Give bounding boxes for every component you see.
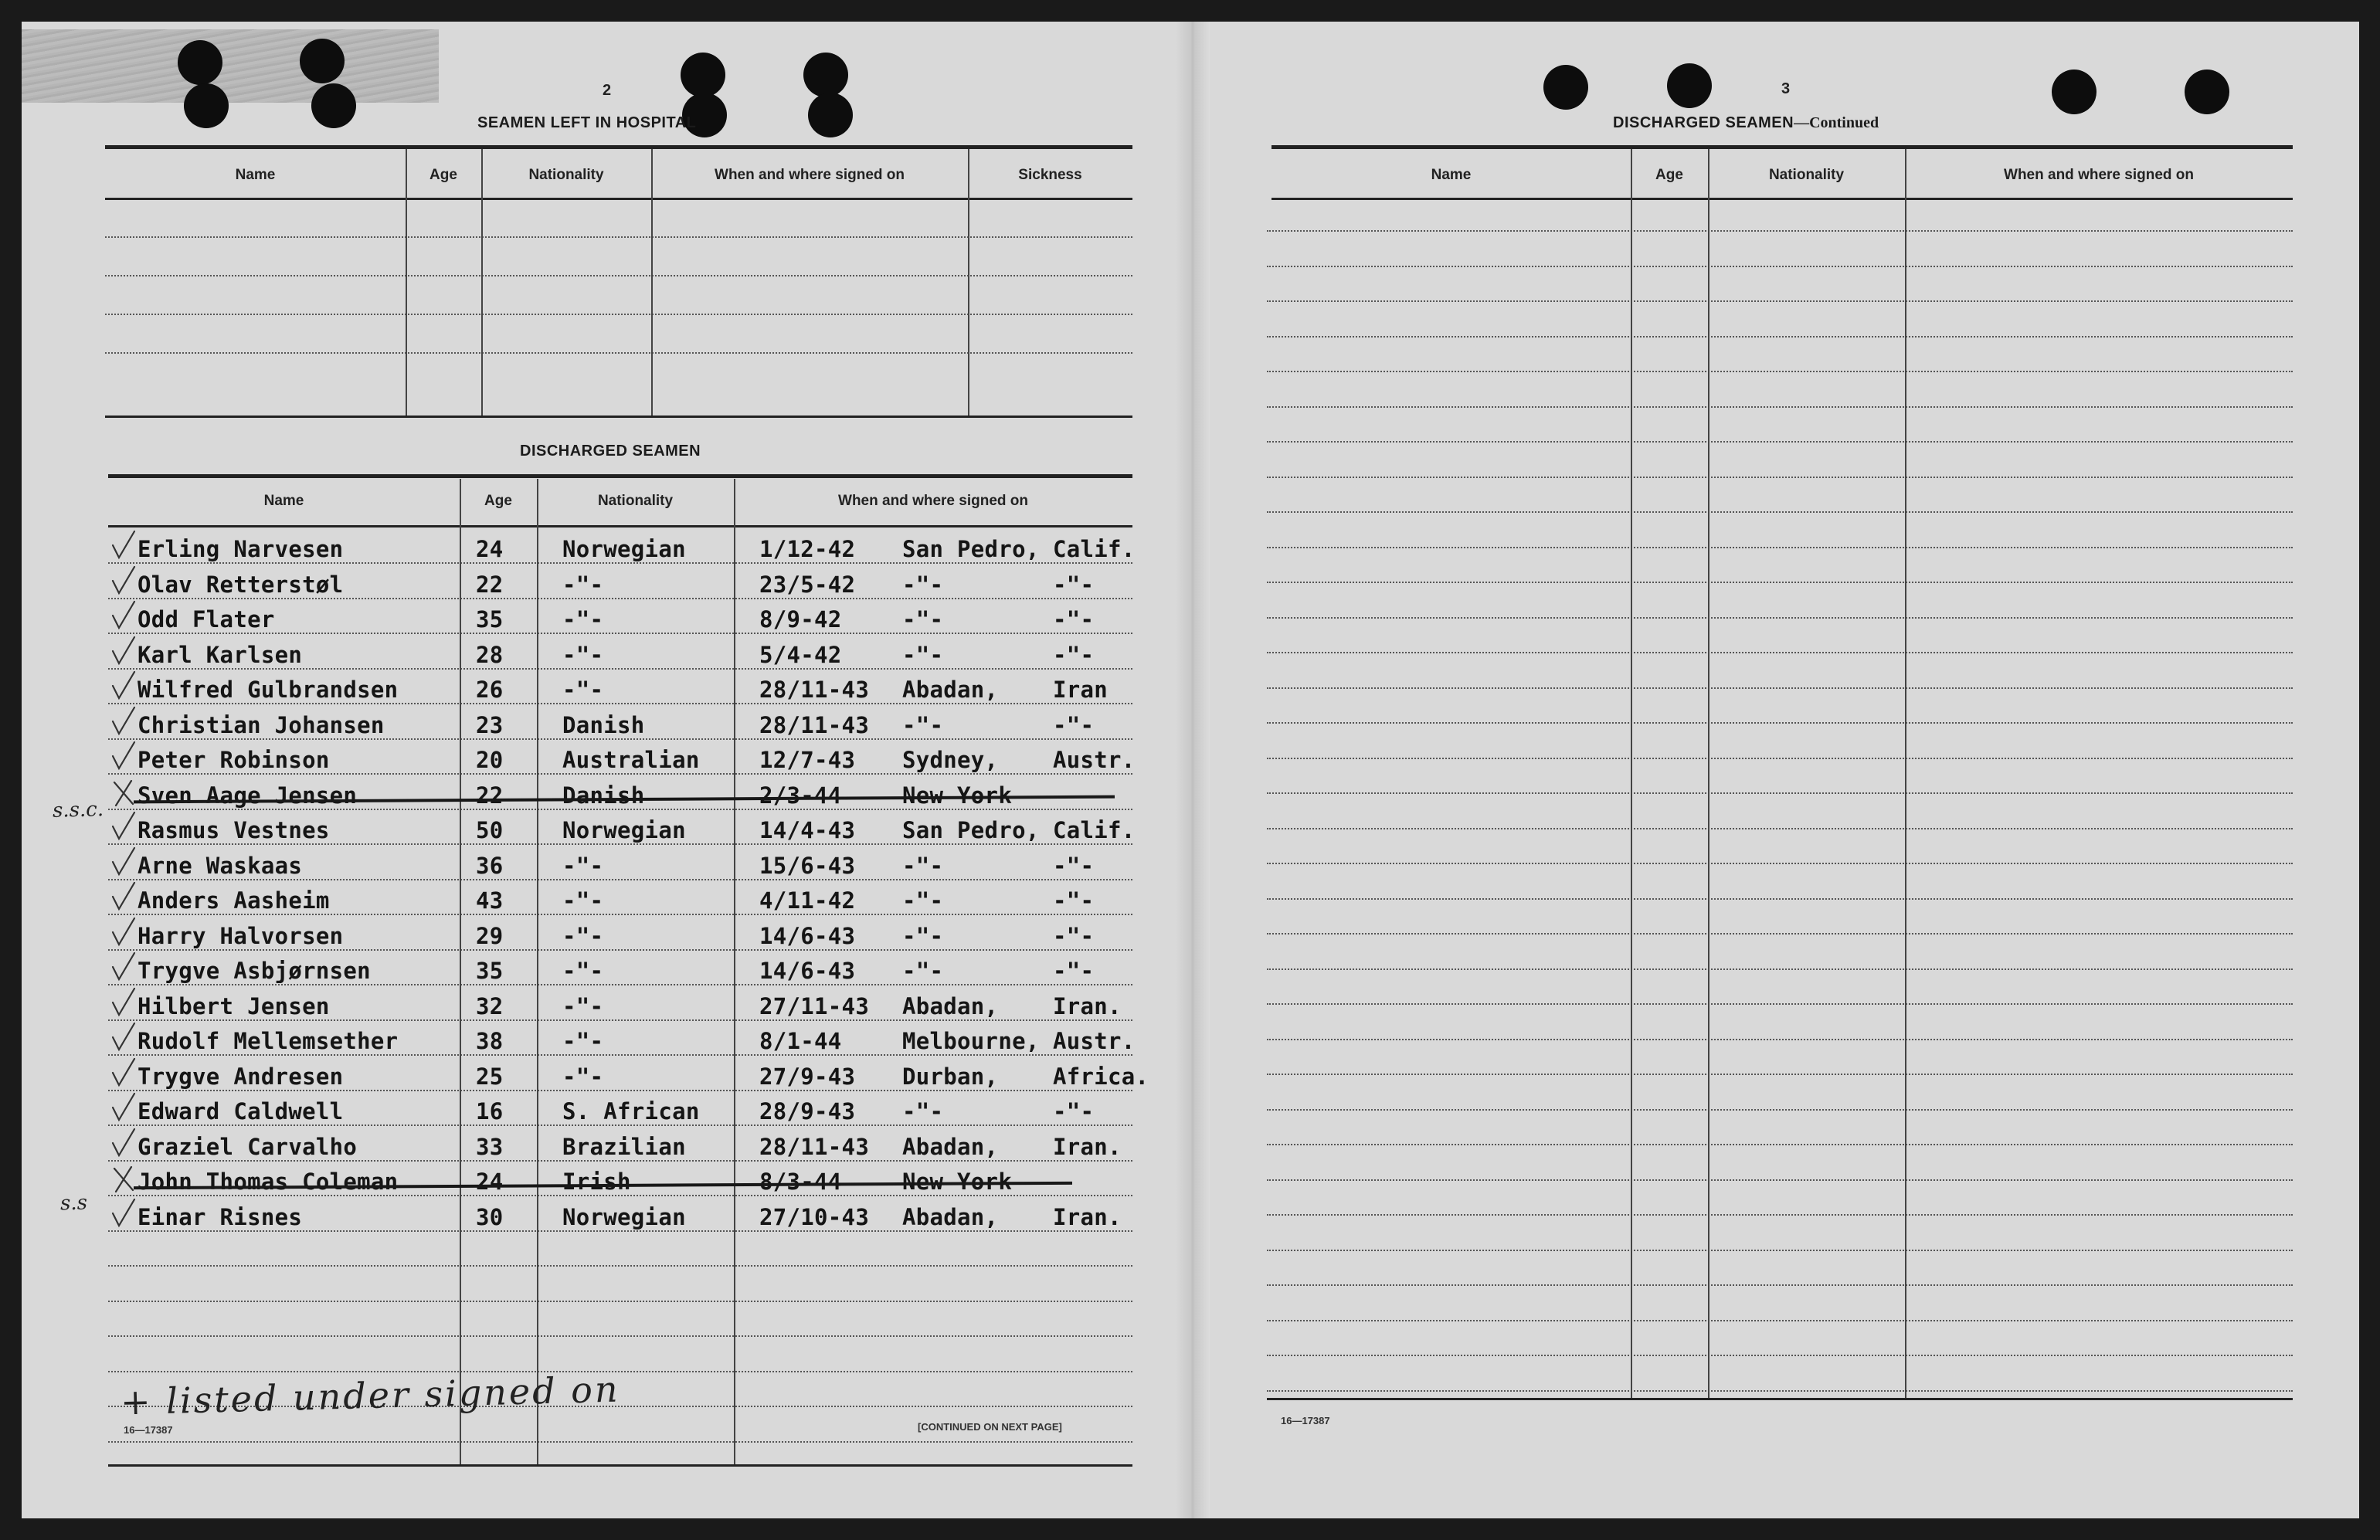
signed-on-date: 8/3-44 bbox=[759, 1169, 842, 1195]
signed-on-place: -"- bbox=[902, 712, 944, 738]
signed-on-region: Iran. bbox=[1053, 993, 1122, 1019]
seaman-age: 38 bbox=[476, 1028, 504, 1054]
continued-note: [CONTINUED ON NEXT PAGE] bbox=[918, 1421, 1062, 1433]
hospital-top-rule bbox=[105, 145, 1132, 149]
punch-hole bbox=[184, 83, 229, 128]
seaman-name: Trygve Asbjørnsen bbox=[138, 958, 371, 984]
signed-on-date: 27/11-43 bbox=[759, 993, 870, 1019]
seaman-name: Christian Johansen bbox=[138, 712, 385, 738]
seaman-name: Hilbert Jensen bbox=[138, 993, 330, 1019]
check-mark-icon bbox=[108, 599, 139, 633]
table-row-line bbox=[1267, 968, 2293, 970]
seaman-name: Trygve Andresen bbox=[138, 1063, 344, 1090]
table-row bbox=[22, 640, 1180, 671]
table-row bbox=[22, 1026, 1180, 1057]
seaman-name: John Thomas Coleman bbox=[138, 1169, 399, 1195]
punch-hole bbox=[2052, 70, 2097, 114]
table-row bbox=[22, 992, 1180, 1023]
table-row bbox=[22, 956, 1180, 987]
seaman-nationality: S. African bbox=[562, 1098, 700, 1124]
seaman-age: 23 bbox=[476, 712, 504, 738]
page-spine bbox=[1176, 22, 1210, 1518]
cross-mark-icon bbox=[108, 1161, 139, 1195]
seaman-nationality: Irish bbox=[562, 1169, 631, 1195]
signed-on-region: Austr. bbox=[1053, 1028, 1136, 1054]
table-row-line bbox=[1267, 582, 2293, 583]
table-row-line bbox=[108, 1301, 1132, 1302]
seaman-nationality: Brazilian bbox=[562, 1134, 686, 1160]
discharged-head-rule bbox=[108, 525, 1132, 527]
seaman-age: 26 bbox=[476, 677, 504, 703]
table-row-line bbox=[1267, 1109, 2293, 1111]
right-col-divider bbox=[1905, 149, 1906, 1398]
right-bottom-rule bbox=[1267, 1398, 2293, 1400]
punch-hole bbox=[1667, 63, 1712, 108]
table-row-line bbox=[1267, 441, 2293, 443]
right-section-title bbox=[1613, 114, 1879, 132]
seaman-nationality: -"- bbox=[562, 677, 604, 703]
signed-on-date: 5/4-42 bbox=[759, 642, 842, 668]
seaman-nationality: Danish bbox=[562, 782, 645, 809]
table-row-line bbox=[1267, 1179, 2293, 1181]
page-number-right: 3 bbox=[1781, 80, 1791, 97]
seaman-name: Olav Retterstøl bbox=[138, 572, 344, 598]
check-mark-icon bbox=[108, 985, 139, 1019]
seaman-nationality: Norwegian bbox=[562, 817, 686, 843]
signed-on-place: -"- bbox=[902, 1098, 944, 1124]
table-row bbox=[22, 816, 1180, 846]
hospital-row-line bbox=[105, 236, 1132, 238]
signed-on-date: 12/7-43 bbox=[759, 747, 856, 773]
check-mark-icon bbox=[108, 809, 139, 843]
table-row-line bbox=[1267, 1355, 2293, 1356]
signed-on-region: Iran. bbox=[1053, 1134, 1122, 1160]
table-row bbox=[22, 675, 1180, 706]
table-row-line bbox=[108, 1265, 1132, 1267]
seaman-age: 30 bbox=[476, 1204, 504, 1230]
right-title-main: DISCHARGED SEAMEN bbox=[1613, 114, 1794, 131]
hospital-col-nationality: Nationality bbox=[528, 167, 604, 183]
signed-on-region: -"- bbox=[1053, 958, 1095, 984]
table-row-line bbox=[1267, 933, 2293, 935]
discharged-col-age: Age bbox=[484, 493, 512, 509]
discharged-col-signed-on: When and where signed on bbox=[838, 493, 1028, 509]
table-row bbox=[22, 605, 1180, 636]
table-row bbox=[22, 1132, 1180, 1163]
table-row bbox=[22, 886, 1180, 917]
table-row bbox=[22, 781, 1180, 812]
signed-on-date: 14/6-43 bbox=[759, 923, 856, 949]
signed-on-region: -"- bbox=[1053, 572, 1095, 598]
table-row bbox=[22, 1167, 1180, 1198]
seaman-name: Anders Aasheim bbox=[138, 887, 330, 914]
scan-smudge bbox=[22, 29, 439, 103]
signed-on-date: 4/11-42 bbox=[759, 887, 856, 914]
seaman-name: Graziel Carvalho bbox=[138, 1134, 358, 1160]
signed-on-date: 23/5-42 bbox=[759, 572, 856, 598]
table-row bbox=[22, 1062, 1180, 1093]
table-row bbox=[22, 851, 1180, 882]
seaman-name: Rudolf Mellemsether bbox=[138, 1028, 399, 1054]
seaman-name: Wilfred Gulbrandsen bbox=[138, 677, 399, 703]
signed-on-date: 28/11-43 bbox=[759, 712, 870, 738]
seaman-name: Rasmus Vestnes bbox=[138, 817, 330, 843]
hospital-col-age: Age bbox=[429, 167, 457, 183]
seaman-age: 22 bbox=[476, 572, 504, 598]
punch-hole bbox=[1543, 65, 1588, 110]
page-number-left: 2 bbox=[603, 82, 612, 99]
punch-hole bbox=[2185, 70, 2229, 114]
hospital-col-divider bbox=[481, 149, 483, 416]
table-row bbox=[22, 1097, 1180, 1128]
punch-hole bbox=[311, 83, 356, 128]
table-row-line bbox=[1267, 758, 2293, 759]
check-mark-icon bbox=[108, 528, 139, 562]
table-row-line bbox=[1267, 1074, 2293, 1075]
table-row-line bbox=[1267, 1039, 2293, 1040]
signed-on-region: Calif. bbox=[1053, 817, 1136, 843]
table-row bbox=[22, 711, 1180, 741]
discharged-col-name: Name bbox=[263, 493, 304, 509]
signed-on-region: -"- bbox=[1053, 887, 1095, 914]
check-mark-icon bbox=[108, 669, 139, 703]
hospital-col-signed-on: When and where signed on bbox=[715, 167, 905, 183]
signed-on-date: 14/6-43 bbox=[759, 958, 856, 984]
signed-on-place: Abadan, bbox=[902, 993, 999, 1019]
signed-on-region: -"- bbox=[1053, 923, 1095, 949]
punch-hole bbox=[178, 40, 222, 85]
table-row bbox=[22, 921, 1180, 952]
signed-on-place: New York bbox=[902, 782, 1013, 809]
seaman-name: Edward Caldwell bbox=[138, 1098, 344, 1124]
hospital-bottom-rule bbox=[105, 416, 1132, 418]
check-mark-icon bbox=[108, 1126, 139, 1160]
check-mark-icon bbox=[108, 739, 139, 773]
table-row-line bbox=[1267, 1003, 2293, 1005]
signed-on-place: Abadan, bbox=[902, 1134, 999, 1160]
table-row-line bbox=[1267, 828, 2293, 829]
discharged-top-rule bbox=[108, 474, 1132, 478]
punch-hole bbox=[681, 53, 725, 97]
signed-on-place: Melbourne, bbox=[902, 1028, 1040, 1054]
margin-mark-ssc: s.s.c. bbox=[52, 798, 104, 823]
handwritten-note: + listed under signed on bbox=[120, 1368, 621, 1423]
table-row-line bbox=[1267, 300, 2293, 302]
seaman-nationality: Norwegian bbox=[562, 536, 686, 562]
seaman-age: 32 bbox=[476, 993, 504, 1019]
table-row-line bbox=[1267, 1250, 2293, 1251]
signed-on-date: 8/1-44 bbox=[759, 1028, 842, 1054]
seaman-name: Sven Aage Jensen bbox=[138, 782, 358, 809]
seaman-nationality: -"- bbox=[562, 853, 604, 879]
signed-on-date: 15/6-43 bbox=[759, 853, 856, 879]
signed-on-region: Austr. bbox=[1053, 747, 1136, 773]
seaman-age: 33 bbox=[476, 1134, 504, 1160]
seaman-name: Peter Robinson bbox=[138, 747, 330, 773]
seaman-age: 36 bbox=[476, 853, 504, 879]
seaman-age: 24 bbox=[476, 1169, 504, 1195]
signed-on-region: -"- bbox=[1053, 642, 1095, 668]
hospital-row-line bbox=[105, 314, 1132, 315]
seaman-nationality: Australian bbox=[562, 747, 700, 773]
table-row-line bbox=[1267, 617, 2293, 619]
signed-on-date: 28/9-43 bbox=[759, 1098, 856, 1124]
check-mark-icon bbox=[108, 1091, 139, 1124]
right-col-age: Age bbox=[1655, 167, 1683, 183]
right-top-rule bbox=[1271, 145, 2293, 149]
punch-hole bbox=[300, 39, 345, 83]
signed-on-region: Iran. bbox=[1053, 1204, 1122, 1230]
seaman-age: 24 bbox=[476, 536, 504, 562]
seaman-nationality: Norwegian bbox=[562, 1204, 686, 1230]
check-mark-icon bbox=[108, 845, 139, 879]
signed-on-place: Sydney, bbox=[902, 747, 999, 773]
punch-hole bbox=[803, 53, 848, 97]
check-mark-icon bbox=[108, 915, 139, 949]
seaman-nationality: -"- bbox=[562, 923, 604, 949]
signed-on-region: Africa. bbox=[1053, 1063, 1149, 1090]
table-row-line bbox=[1267, 266, 2293, 267]
signed-on-place: Abadan, bbox=[902, 1204, 999, 1230]
signed-on-place: San Pedro, bbox=[902, 536, 1040, 562]
table-row bbox=[22, 570, 1180, 601]
seaman-name: Arne Waskaas bbox=[138, 853, 303, 879]
seaman-nationality: -"- bbox=[562, 606, 604, 633]
signed-on-place: -"- bbox=[902, 853, 944, 879]
signed-on-date: 27/10-43 bbox=[759, 1204, 870, 1230]
signed-on-region: -"- bbox=[1053, 712, 1095, 738]
table-row-line bbox=[1267, 371, 2293, 372]
form-number-left: 16—17387 bbox=[124, 1424, 173, 1436]
check-mark-icon bbox=[108, 564, 139, 598]
signed-on-date: 2/3-44 bbox=[759, 782, 842, 809]
right-col-signed-on: When and where signed on bbox=[2004, 167, 2194, 183]
signed-on-region: -"- bbox=[1053, 606, 1095, 633]
signed-on-date: 27/9-43 bbox=[759, 1063, 856, 1090]
seaman-nationality: -"- bbox=[562, 1063, 604, 1090]
signed-on-date: 14/4-43 bbox=[759, 817, 856, 843]
seaman-age: 22 bbox=[476, 782, 504, 809]
table-row-line bbox=[108, 1335, 1132, 1337]
punch-hole bbox=[808, 93, 853, 137]
signed-on-region: Calif. bbox=[1053, 536, 1136, 562]
document-spread bbox=[22, 22, 2359, 1518]
signed-on-place: -"- bbox=[902, 642, 944, 668]
seaman-name: Harry Halvorsen bbox=[138, 923, 344, 949]
right-col-divider bbox=[1631, 149, 1632, 1398]
table-row-line bbox=[1267, 792, 2293, 794]
table-row-line bbox=[1267, 898, 2293, 900]
discharged-col-nationality: Nationality bbox=[597, 493, 674, 509]
seaman-age: 35 bbox=[476, 606, 504, 633]
right-title-suffix: —Continued bbox=[1794, 114, 1879, 131]
check-mark-icon bbox=[108, 950, 139, 984]
signed-on-place: -"- bbox=[902, 923, 944, 949]
check-mark-icon bbox=[108, 704, 139, 738]
table-row-line bbox=[1267, 1144, 2293, 1145]
signed-on-place: -"- bbox=[902, 606, 944, 633]
table-row-line bbox=[1267, 511, 2293, 513]
table-row-line bbox=[1267, 687, 2293, 689]
table-row-line bbox=[108, 1441, 1132, 1443]
seaman-name: Karl Karlsen bbox=[138, 642, 303, 668]
hospital-head-rule bbox=[105, 198, 1132, 200]
right-col-name: Name bbox=[1431, 167, 1472, 183]
signed-on-date: 28/11-43 bbox=[759, 1134, 870, 1160]
table-row-line bbox=[1267, 863, 2293, 864]
seaman-nationality: -"- bbox=[562, 642, 604, 668]
hospital-col-divider bbox=[406, 149, 407, 416]
table-row-line bbox=[1267, 652, 2293, 653]
right-head-rule bbox=[1271, 198, 2293, 200]
signed-on-region: Iran bbox=[1053, 677, 1109, 703]
margin-mark-ss: s.s bbox=[59, 1191, 88, 1216]
table-row-line bbox=[1267, 1390, 2293, 1392]
signed-on-place: -"- bbox=[902, 958, 944, 984]
table-row bbox=[22, 1202, 1180, 1233]
table-row-line bbox=[1267, 1214, 2293, 1216]
table-row-line bbox=[1267, 1284, 2293, 1286]
table-row-line bbox=[1267, 1320, 2293, 1321]
table-row-line bbox=[1267, 547, 2293, 548]
signed-on-date: 1/12-42 bbox=[759, 536, 856, 562]
hospital-section-title: SEAMEN LEFT IN HOSPITAL bbox=[477, 114, 697, 131]
seaman-age: 28 bbox=[476, 642, 504, 668]
seaman-age: 16 bbox=[476, 1098, 504, 1124]
hospital-col-divider bbox=[651, 149, 653, 416]
signed-on-region: -"- bbox=[1053, 853, 1095, 879]
seaman-age: 25 bbox=[476, 1063, 504, 1090]
table-row-line bbox=[108, 1371, 1132, 1372]
seaman-nationality: -"- bbox=[562, 572, 604, 598]
seaman-age: 20 bbox=[476, 747, 504, 773]
seaman-nationality: -"- bbox=[562, 1028, 604, 1054]
seaman-name: Einar Risnes bbox=[138, 1204, 303, 1230]
discharged-section-title: DISCHARGED SEAMEN bbox=[520, 443, 701, 460]
table-row bbox=[22, 745, 1180, 776]
seaman-age: 50 bbox=[476, 817, 504, 843]
check-mark-icon bbox=[108, 634, 139, 668]
hospital-col-divider bbox=[968, 149, 969, 416]
signed-on-place: Abadan, bbox=[902, 677, 999, 703]
table-row-line bbox=[1267, 230, 2293, 232]
hospital-col-sickness: Sickness bbox=[1018, 167, 1082, 183]
seaman-age: 29 bbox=[476, 923, 504, 949]
seaman-age: 35 bbox=[476, 958, 504, 984]
right-col-divider bbox=[1708, 149, 1709, 1398]
signed-on-date: 8/9-42 bbox=[759, 606, 842, 633]
signed-on-date: 28/11-43 bbox=[759, 677, 870, 703]
hospital-row-line bbox=[105, 352, 1132, 354]
seaman-nationality: -"- bbox=[562, 887, 604, 914]
discharged-bottom-rule bbox=[108, 1464, 1132, 1467]
seaman-nationality: -"- bbox=[562, 993, 604, 1019]
check-mark-icon bbox=[108, 1020, 139, 1054]
seaman-nationality: -"- bbox=[562, 958, 604, 984]
hospital-row-line bbox=[105, 275, 1132, 276]
right-col-nationality: Nationality bbox=[1768, 167, 1845, 183]
seaman-age: 43 bbox=[476, 887, 504, 914]
table-row-line bbox=[1267, 477, 2293, 478]
cross-mark-icon bbox=[108, 775, 139, 809]
check-mark-icon bbox=[108, 1196, 139, 1230]
table-row-line bbox=[1267, 722, 2293, 724]
seaman-name: Odd Flater bbox=[138, 606, 275, 633]
signed-on-place: -"- bbox=[902, 887, 944, 914]
check-mark-icon bbox=[108, 1056, 139, 1090]
table-row-line bbox=[1267, 406, 2293, 408]
signed-on-place: -"- bbox=[902, 572, 944, 598]
signed-on-place: New York bbox=[902, 1169, 1013, 1195]
form-number-right: 16—17387 bbox=[1281, 1415, 1330, 1426]
seaman-name: Erling Narvesen bbox=[138, 536, 344, 562]
signed-on-place: Durban, bbox=[902, 1063, 999, 1090]
check-mark-icon bbox=[108, 880, 139, 914]
table-row-line bbox=[1267, 336, 2293, 338]
signed-on-place: San Pedro, bbox=[902, 817, 1040, 843]
table-row bbox=[22, 534, 1180, 565]
seaman-nationality: Danish bbox=[562, 712, 645, 738]
signed-on-region: -"- bbox=[1053, 1098, 1095, 1124]
hospital-col-name: Name bbox=[235, 167, 276, 183]
